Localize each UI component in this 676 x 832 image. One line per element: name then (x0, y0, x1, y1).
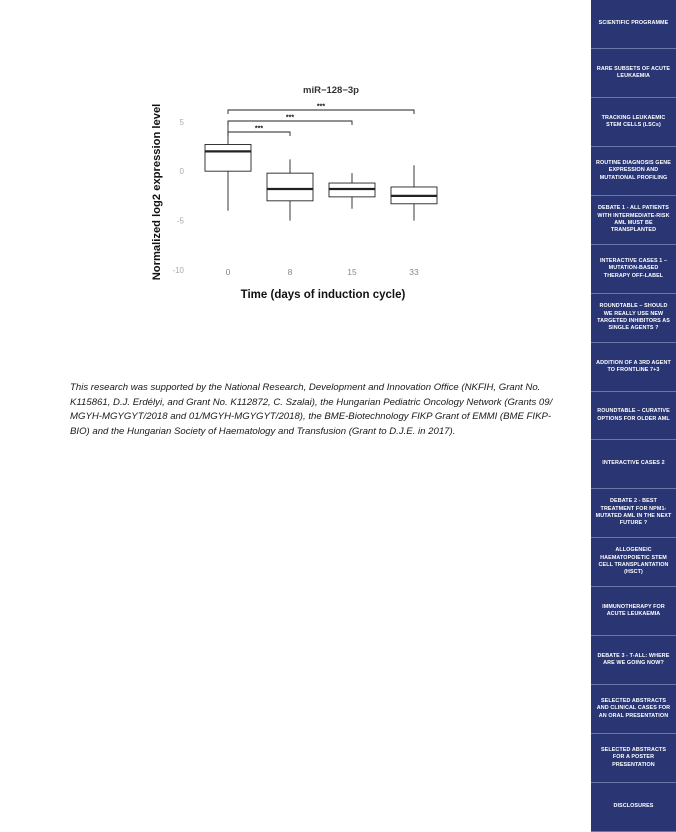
significance-label: *** (316, 103, 326, 111)
bracket-line (228, 132, 290, 136)
sidebar-item[interactable]: DEBATE 2 - BEST TREATMENT FOR NPM1-MUTATED AML IN THE NEXT FUTURE ? (591, 489, 676, 538)
chart-title: miR−128−3p (303, 85, 359, 96)
significance-bracket (228, 126, 290, 137)
y-tick-label: 5 (179, 117, 184, 127)
sidebar-item[interactable]: ROUTINE DIAGNOSIS GENE EXPRESSION AND MUTATIONAL PROFILING (591, 147, 676, 196)
sidebar-item[interactable]: RARE SUBSETS OF ACUTE LEUKAEMIA (591, 49, 676, 98)
sidebar-item[interactable]: INTERACTIVE CASES 2 (591, 440, 676, 489)
sidebar-item[interactable]: TRACKING LEUKAEMIC STEM CELLS (LSCs) (591, 98, 676, 147)
y-tick-label: -10 (172, 266, 184, 275)
y-tick-label: -5 (176, 216, 184, 226)
box-33 (391, 165, 437, 220)
sidebar-item[interactable]: IMMUNOTHERAPY FOR ACUTE LEUKAEMIA (591, 587, 676, 636)
significance-label: *** (285, 114, 295, 122)
x-axis-ticks (226, 267, 419, 277)
sidebar-item[interactable]: DEBATE 3 - T-ALL: WHERE ARE WE GOING NOW? (591, 636, 676, 685)
x-axis-label: Time (days of induction cycle) (240, 289, 406, 301)
bracket-line (228, 110, 414, 114)
sidebar-item[interactable]: SCIENTIFIC PROGRAMME (591, 0, 676, 49)
sidebar-item[interactable]: SELECTED ABSTRACTS FOR A POSTER PRESENTATION (591, 734, 676, 783)
sidebar-item[interactable]: ROUNDTABLE – CURATIVE OPTIONS FOR OLDER AML (591, 392, 676, 440)
x-tick-label: 8 (287, 267, 293, 277)
x-tick-label: 0 (225, 267, 231, 277)
significance-bracket (228, 115, 352, 126)
sidebar-item[interactable]: INTERACTIVE CASES 1 – MUTATION-BASED THERAPY OFF-LABEL (591, 245, 676, 294)
significance-brackets (228, 104, 414, 137)
sidebar-item[interactable]: DEBATE 1 - ALL PATIENTS WITH INTERMEDIATE-RISK AML MUST BE TRANSPLANTED (591, 196, 676, 245)
y-axis (172, 118, 184, 275)
caption-line: This research was supported by the National Research, Development and Innovation Office (NKFIH, Grant No. K115861, D.J. Erdélyi, and Grant No. K112872, C. Szalai), the Hungarian Pediatric Oncology Network (Grants 09/ (70, 382, 553, 408)
box-8 (267, 159, 313, 220)
significance-bracket (228, 104, 414, 115)
box-0 (205, 122, 251, 211)
box-plot-figure (148, 82, 448, 304)
box-plot-svg (148, 82, 448, 304)
significance-label: *** (254, 125, 264, 133)
boxes (205, 122, 437, 221)
sidebar-item[interactable]: ADDITION OF A 3RD AGENT TO FRONTLINE 7+3 (591, 343, 676, 392)
sidebar-item[interactable]: SELECTED ABSTRACTS AND CLINICAL CASES FOR AN ORAL PRESENTATION (591, 685, 676, 734)
y-axis-label: Normalized log2 expression level (151, 103, 163, 281)
caption-line: MGYH-MGYGYT/2018 and 01/MGYH-MGYGYT/2018), the BME-Biotechnology FIKP Grant of EMMI (BME FIKP-BIO) and the Hungarian Society of Haematology and Transfusion (Grant to D.J.E. in 2017). (70, 411, 552, 437)
x-tick-label: 15 (347, 267, 357, 277)
programme-sidebar (591, 0, 676, 832)
box-15 (329, 173, 375, 209)
sidebar-item[interactable]: DISCLOSURES (591, 783, 676, 832)
box-body (205, 144, 251, 171)
x-tick-label: 33 (409, 267, 419, 277)
sidebar-item[interactable]: ALLOGENEIC HAEMATOPOIETIC STEM CELL TRANSPLANTATION (HSCT) (591, 538, 676, 587)
funding-acknowledgement (70, 381, 560, 439)
box-body (267, 173, 313, 201)
bracket-line (228, 121, 352, 125)
sidebar-item[interactable]: ROUNDTABLE – SHOULD WE REALLY USE NEW TARGETED INHIBITORS AS SINGLE AGENTS ? (591, 294, 676, 343)
y-tick-label: 0 (179, 167, 184, 177)
